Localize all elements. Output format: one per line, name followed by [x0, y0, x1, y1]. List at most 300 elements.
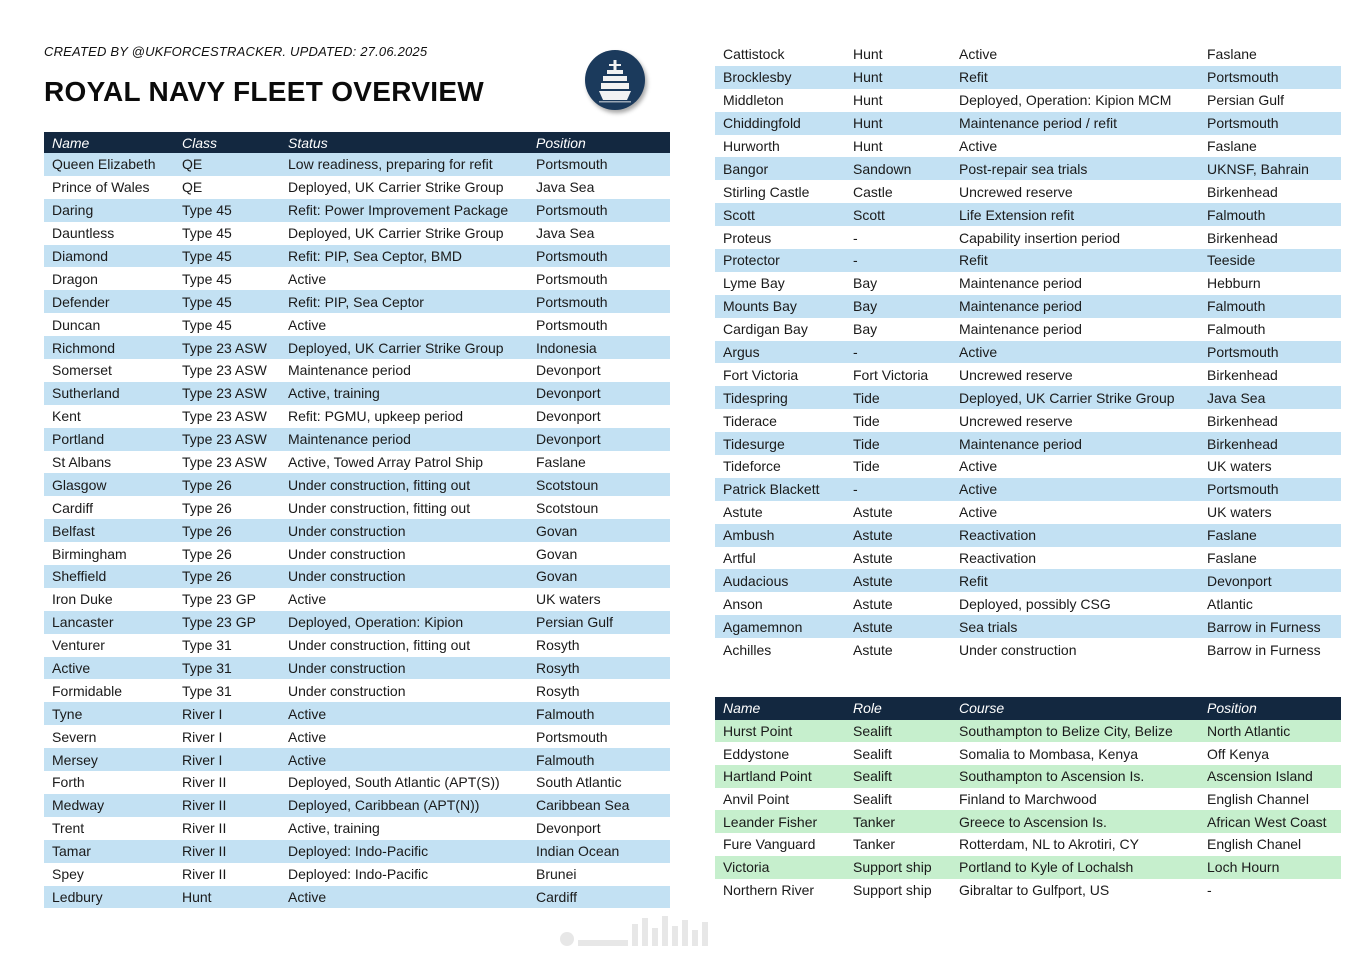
cell-position: Falmouth [528, 748, 670, 771]
cell-status: Maintenance period [288, 362, 411, 379]
table-row [715, 43, 1341, 66]
cell-status: Active [959, 46, 998, 63]
cell-status: Reactivation [951, 524, 1199, 547]
cell-status: Southampton to Belize City, Belize [951, 720, 1199, 743]
watermark [560, 912, 800, 946]
cell-class: River I [174, 702, 280, 725]
cell-status: Maintenance period [959, 275, 1082, 292]
cell-name: Diamond [44, 245, 174, 268]
table-row [715, 720, 1341, 743]
cell-status: Under construction, fitting out [288, 499, 471, 516]
cell-position: Birkenhead [1207, 366, 1278, 383]
cell-name: Fort Victoria [723, 366, 799, 383]
table-row [44, 176, 670, 199]
header-role: Role [845, 697, 951, 720]
cell-position: UK waters [1207, 458, 1272, 475]
table-row [44, 153, 670, 176]
cell-name: Ledbury [44, 886, 174, 909]
table-row [44, 405, 670, 428]
cell-class: Support ship [853, 881, 932, 898]
cell-name: Victoria [715, 856, 845, 879]
table-row [44, 679, 670, 702]
cell-class: Fort Victoria [853, 366, 929, 383]
cell-position: Devonport [536, 820, 601, 837]
cell-name: Dauntless [52, 225, 115, 242]
cell-name: Birmingham [52, 545, 127, 562]
cell-name: Daring [44, 199, 174, 222]
cell-position: Portsmouth [528, 153, 670, 176]
cell-class: River I [174, 748, 280, 771]
table-row [715, 89, 1341, 112]
cell-status: Refit: PIP, Sea Ceptor [280, 290, 528, 313]
table-row [44, 748, 670, 771]
cell-class: Type 23 ASW [174, 336, 280, 359]
cell-status: Active [959, 504, 998, 521]
cell-status: Active [288, 270, 327, 287]
table-row [44, 840, 670, 863]
table-row [715, 409, 1341, 432]
table-row [715, 765, 1341, 788]
cell-name: Ambush [715, 524, 845, 547]
cell-position: Portsmouth [1199, 112, 1341, 135]
cell-class: Astute [853, 595, 893, 612]
cell-name: Anvil Point [723, 791, 790, 808]
table-row [715, 569, 1341, 592]
cell-status: Active [959, 138, 998, 154]
cell-name: Richmond [44, 336, 174, 359]
cell-name: Tideforce [723, 458, 781, 475]
cell-class: Type 26 [174, 565, 280, 588]
cell-class: Sealift [853, 791, 892, 808]
cell-class: Astute [845, 615, 951, 638]
cell-position: Falmouth [1199, 295, 1341, 318]
cell-name: Hurst Point [715, 720, 845, 743]
table-header-row [44, 132, 670, 153]
cell-status: Uncrewed reserve [959, 366, 1073, 383]
cell-class: Type 23 ASW [174, 428, 280, 451]
cell-status: Maintenance period [951, 295, 1199, 318]
cell-position: Portsmouth [536, 316, 608, 333]
cell-status: Under construction [280, 519, 528, 542]
cell-class: Type 31 [182, 682, 232, 699]
cell-name: Northern River [723, 881, 815, 898]
cell-status: Active [280, 748, 528, 771]
cell-name: Leander Fisher [715, 810, 845, 833]
cell-name: Agamemnon [715, 615, 845, 638]
cell-status: Maintenance period [280, 428, 528, 451]
cell-name: Tamar [44, 840, 174, 863]
cell-position: Portsmouth [1199, 66, 1341, 89]
cell-position: Faslane [536, 454, 586, 471]
table-row [715, 638, 1341, 661]
cell-name: Protector [715, 249, 845, 272]
cell-status: Finland to Marchwood [959, 791, 1097, 808]
cell-position: Devonport [528, 428, 670, 451]
cell-class: Tide [853, 458, 880, 475]
cell-position: Faslane [1207, 550, 1257, 567]
table-row [44, 725, 670, 748]
cell-position: Atlantic [1207, 595, 1253, 612]
table-row [715, 157, 1341, 180]
cell-status: Active, training [280, 382, 528, 405]
cell-name: Somerset [52, 362, 112, 379]
cell-class: Sandown [845, 157, 951, 180]
cell-name: Formidable [52, 682, 123, 699]
cell-class: Support ship [845, 856, 951, 879]
cell-name: St Albans [52, 454, 112, 471]
cell-class: Astute [845, 569, 951, 592]
cell-status: Somalia to Mombasa, Kenya [959, 745, 1138, 762]
cell-class: Sealift [845, 720, 951, 743]
cell-name: Audacious [715, 569, 845, 592]
cell-status: Deployed, South Atlantic (APT(S)) [288, 774, 500, 791]
cell-name: Glasgow [44, 473, 174, 496]
table-row [715, 879, 1341, 902]
cell-status: Refit [951, 66, 1199, 89]
cell-class: - [845, 341, 951, 364]
cell-position: Devonport [536, 408, 601, 425]
header-class: Class [174, 132, 280, 153]
cell-name: Mersey [44, 748, 174, 771]
table-row [715, 592, 1341, 615]
cell-position: UK waters [1207, 504, 1272, 521]
cell-position: Barrow in Furness [1199, 615, 1341, 638]
table-row [715, 112, 1341, 135]
table-row [44, 336, 670, 359]
cell-position: Brunei [536, 866, 577, 883]
cell-class: River II [182, 866, 227, 883]
cell-name: Tyne [44, 702, 174, 725]
cell-position: UKNSF, Bahrain [1199, 157, 1341, 180]
cell-position: Caribbean Sea [528, 794, 670, 817]
table-row [715, 856, 1341, 879]
cell-name: Cardigan Bay [723, 321, 808, 338]
cell-name: Chiddingfold [715, 112, 845, 135]
cell-status: Deployed, UK Carrier Strike Group [280, 336, 528, 359]
cell-name: Trent [52, 820, 85, 837]
cell-class: Tanker [853, 836, 896, 853]
cell-class: Astute [845, 524, 951, 547]
cell-class: Type 45 [174, 290, 280, 313]
cell-status: Greece to Ascension Is. [951, 810, 1199, 833]
cell-name: Astute [723, 504, 763, 521]
table-row [44, 451, 670, 474]
table-row [44, 267, 670, 290]
header-position: Position [1199, 697, 1341, 720]
cell-status: Active [280, 886, 528, 909]
cell-name: Active [44, 657, 174, 680]
cell-name: Venturer [52, 637, 105, 654]
cell-position: Loch Hourn [1199, 856, 1341, 879]
cell-status: Uncrewed reserve [959, 183, 1073, 200]
table-row [44, 428, 670, 451]
cell-class: Hunt [853, 92, 883, 109]
cell-class: QE [182, 179, 203, 196]
table-row [715, 501, 1341, 524]
cell-position: Falmouth [1207, 321, 1266, 338]
table-row [44, 771, 670, 794]
table-row [44, 496, 670, 519]
cell-position: Devonport [536, 362, 601, 379]
cell-name: Severn [52, 728, 97, 745]
cell-name: Iron Duke [52, 591, 113, 608]
cell-status: Refit [951, 569, 1199, 592]
table-row [44, 657, 670, 680]
cell-position: Indonesia [528, 336, 670, 359]
cell-position: - [1207, 881, 1212, 898]
table-row [715, 455, 1341, 478]
cell-name: Patrick Blackett [715, 478, 845, 501]
cell-class: Castle [853, 183, 893, 200]
cell-name: Fure Vanguard [723, 836, 816, 853]
table-row [44, 382, 670, 405]
table-row [715, 547, 1341, 570]
cell-status: Deployed, UK Carrier Strike Group [288, 179, 504, 196]
cell-name: Hartland Point [715, 765, 845, 788]
table-row [715, 615, 1341, 638]
cell-position: Faslane [1207, 138, 1257, 154]
cell-status: Deployed: Indo-Pacific [280, 840, 528, 863]
cell-status: Deployed, Operation: Kipion MCM [959, 92, 1172, 109]
cell-position: Ascension Island [1199, 765, 1341, 788]
cell-name: Cardiff [52, 499, 93, 516]
cell-position: Persian Gulf [1207, 92, 1285, 109]
cell-position: Portsmouth [528, 290, 670, 313]
cell-position: Java Sea [1199, 386, 1341, 409]
cell-status: Refit: PGMU, upkeep period [288, 408, 464, 425]
cell-position: Falmouth [528, 702, 670, 725]
cell-position: Rosyth [536, 637, 580, 654]
cell-position: Govan [528, 565, 670, 588]
cell-position: Birkenhead [1207, 229, 1278, 246]
cell-class: River II [174, 840, 280, 863]
cell-status: Portland to Kyle of Lochalsh [951, 856, 1199, 879]
cell-status: Rotterdam, NL to Akrotiri, CY [959, 836, 1139, 853]
table-row [715, 810, 1341, 833]
cell-status: Under construction [288, 545, 406, 562]
cell-position: South Atlantic [536, 774, 622, 791]
cell-class: Type 45 [174, 199, 280, 222]
cell-class: Scott [845, 203, 951, 226]
credit-line: CREATED BY @UKFORCESTRACKER. UPDATED: 27.06.2025 [44, 44, 428, 59]
cell-class: Hunt [845, 66, 951, 89]
table-row [715, 66, 1341, 89]
cell-name: Bangor [715, 157, 845, 180]
table-row [44, 886, 670, 909]
cell-class: River II [182, 774, 227, 791]
cell-class: Type 23 ASW [174, 382, 280, 405]
fleet-table-left [44, 132, 670, 908]
table-row [44, 222, 670, 245]
table-row [715, 226, 1341, 249]
cell-class: Astute [853, 641, 893, 658]
cell-status: Life Extension refit [951, 203, 1199, 226]
table-row [715, 432, 1341, 455]
table-row [715, 203, 1341, 226]
cell-name: Cattistock [723, 46, 785, 63]
table-row [44, 473, 670, 496]
table-row [715, 341, 1341, 364]
cell-status: Refit: PIP, Sea Ceptor, BMD [280, 245, 528, 268]
cell-class: Type 31 [182, 637, 232, 654]
cell-position: Falmouth [1199, 203, 1341, 226]
cell-class: Tide [845, 386, 951, 409]
table-row [715, 318, 1341, 341]
cell-name: Defender [44, 290, 174, 313]
table-row [44, 565, 670, 588]
cell-position: Govan [536, 545, 578, 562]
cell-status: Capability insertion period [959, 229, 1121, 246]
cell-position: Indian Ocean [528, 840, 670, 863]
cell-class: Hunt [845, 112, 951, 135]
transit-table [715, 697, 1341, 901]
table-row [715, 478, 1341, 501]
cell-status: Active [951, 478, 1199, 501]
cell-position: UK waters [536, 591, 601, 608]
cell-status: Active [280, 702, 528, 725]
cell-position: Rosyth [528, 657, 670, 680]
cell-name: Forth [52, 774, 85, 791]
cell-position: Birkenhead [1199, 432, 1341, 455]
cell-position: Teeside [1199, 249, 1341, 272]
cell-class: Hunt [174, 886, 280, 909]
cell-class: Hunt [853, 138, 883, 154]
cell-class: Type 23 GP [182, 591, 256, 608]
table-row [715, 272, 1341, 295]
cell-class: Bay [853, 275, 878, 292]
cell-position: Hebburn [1207, 275, 1261, 292]
table-row [715, 135, 1341, 158]
cell-status: Maintenance period / refit [951, 112, 1199, 135]
cell-position: Portsmouth [1199, 341, 1341, 364]
cell-status: Under construction, fitting out [288, 637, 471, 654]
cell-status: Deployed, UK Carrier Strike Group [288, 225, 504, 242]
cell-name: Duncan [52, 316, 101, 333]
cell-status: Active [959, 458, 998, 475]
cell-name: Sheffield [44, 565, 174, 588]
cell-status: Under construction [959, 641, 1077, 658]
cell-class: - [845, 478, 951, 501]
cell-status: Uncrewed reserve [959, 412, 1073, 429]
cell-class: Type 45 [182, 270, 232, 287]
table-row [44, 519, 670, 542]
cell-status: Active, training [288, 820, 380, 837]
cell-class: Type 26 [174, 519, 280, 542]
header-position: Position [528, 132, 670, 153]
cell-name: Stirling Castle [723, 183, 810, 200]
cell-name: Belfast [44, 519, 174, 542]
table-row [44, 290, 670, 313]
cell-status: Low readiness, preparing for refit [280, 153, 528, 176]
cell-status: Southampton to Ascension Is. [951, 765, 1199, 788]
cell-status: Under construction [280, 565, 528, 588]
cell-name: Proteus [723, 229, 772, 246]
cell-status: Deployed, UK Carrier Strike Group [951, 386, 1199, 409]
cell-class: Hunt [853, 46, 883, 63]
cell-position: Scotstoun [528, 473, 670, 496]
cell-class: Type 23 ASW [182, 408, 267, 425]
cell-class: Type 26 [182, 499, 232, 516]
cell-status: Reactivation [959, 550, 1037, 567]
cell-class: Type 23 GP [174, 611, 280, 634]
cell-status: Deployed, Caribbean (APT(N)) [280, 794, 528, 817]
cell-class: Type 45 [174, 245, 280, 268]
cell-position: Portsmouth [528, 199, 670, 222]
cell-name: Dragon [52, 270, 98, 287]
cell-name: Tidesurge [715, 432, 845, 455]
cell-position: Portsmouth [1199, 478, 1341, 501]
cell-class: Bay [845, 295, 951, 318]
cell-position: Faslane [1207, 46, 1257, 63]
cell-class: Astute [853, 504, 893, 521]
cell-position: Portsmouth [528, 245, 670, 268]
cell-status: Sea trials [951, 615, 1199, 638]
header-course: Course [951, 697, 1199, 720]
table-header-row [715, 697, 1341, 720]
cell-name: Sutherland [44, 382, 174, 405]
cell-name: Portland [44, 428, 174, 451]
cell-status: Under construction [288, 682, 406, 699]
cell-position: Faslane [1199, 524, 1341, 547]
table-row [715, 833, 1341, 856]
cell-status: Gibraltar to Gulfport, US [959, 881, 1110, 898]
cell-name: Spey [52, 866, 84, 883]
cell-name: Prince of Wales [52, 179, 150, 196]
cell-status: Under construction, fitting out [280, 473, 528, 496]
cell-name: Eddystone [723, 745, 790, 762]
table-row [44, 611, 670, 634]
cell-class: River II [182, 820, 227, 837]
table-row [44, 359, 670, 382]
cell-status: Deployed, possibly CSG [959, 595, 1111, 612]
cell-name: Hurworth [723, 138, 780, 154]
cell-position: English Channel [1207, 791, 1309, 808]
table-row [715, 742, 1341, 765]
cell-name: Mounts Bay [715, 295, 845, 318]
cell-status: Under construction [280, 657, 528, 680]
cell-status: Deployed, Operation: Kipion [280, 611, 528, 634]
table-row [715, 295, 1341, 318]
header-name: Name [715, 697, 845, 720]
cell-status: Active [951, 341, 1199, 364]
cell-position: Portsmouth [536, 728, 608, 745]
cell-class: Bay [853, 321, 878, 338]
table-row [715, 524, 1341, 547]
cell-position: Govan [528, 519, 670, 542]
cell-class: Tanker [845, 810, 951, 833]
cell-name: Medway [44, 794, 174, 817]
cell-position: African West Coast [1199, 810, 1341, 833]
table-row [44, 588, 670, 611]
royal-navy-ship-crest-icon [585, 50, 645, 110]
cell-status: Active [288, 728, 327, 745]
cell-class: Type 45 [182, 316, 232, 333]
cell-status: Maintenance period [959, 321, 1082, 338]
table-row [44, 634, 670, 657]
cell-status: Refit [951, 249, 1199, 272]
cell-class: Sealift [853, 745, 892, 762]
cell-class: River I [182, 728, 223, 745]
cell-position: Java Sea [536, 225, 595, 242]
table-row [715, 180, 1341, 203]
table-row [44, 542, 670, 565]
cell-position: Persian Gulf [528, 611, 670, 634]
cell-class: Tide [845, 432, 951, 455]
header-status: Status [280, 132, 528, 153]
table-row [44, 313, 670, 336]
cell-position: North Atlantic [1199, 720, 1341, 743]
cell-name: Lancaster [44, 611, 174, 634]
